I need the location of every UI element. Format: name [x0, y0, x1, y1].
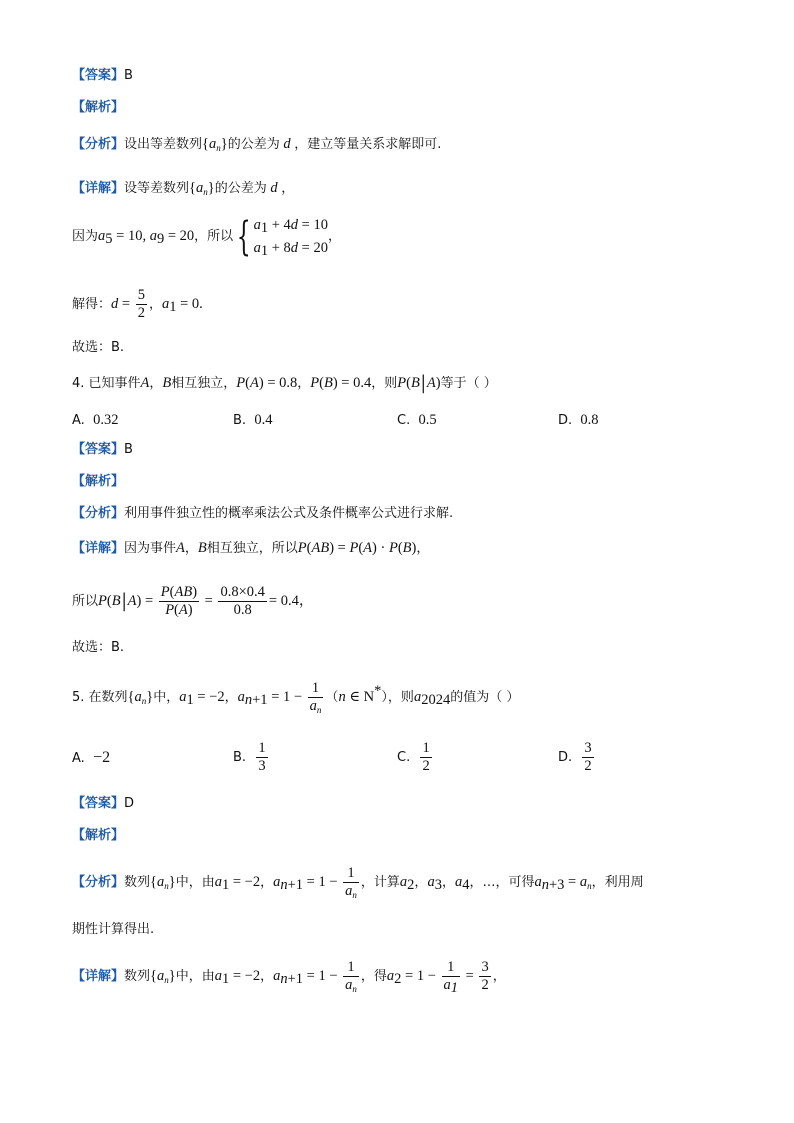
q4-option-b: B. 0.4 [233, 412, 273, 428]
q3-xiangjie-line: 【详解】设等差数列$\{a_n\}$的公差为 d ， [72, 180, 295, 197]
q3-answer-line [72, 66, 133, 86]
q4-xiangjie-line: 【详解】因为事件A，B相互独立，所以P(AB) = P(A) · P(B)， [72, 540, 430, 556]
answer-tag: 【答案】 [72, 68, 125, 83]
q5-option-a: A. −2 [72, 749, 111, 766]
q5-option-b: B. $\frac{1}{3}$ [233, 740, 266, 774]
q3-fenxi-line: 【分析】设出等差数列$\{a_n\}$的公差为 d ，建立等量关系求解即可. [72, 136, 442, 153]
q4-fenxi-line: 【分析】利用事件独立性的概率乘法公式及条件概率公式进行求解. [72, 506, 454, 521]
q4-answer: B [124, 442, 133, 457]
q5-answer-line: 【答案】D [72, 796, 135, 811]
fraction: $\frac{0.8\times 0.4}{0.8}$ [220, 584, 265, 618]
fenxi-tag: 【分析】 [72, 137, 125, 152]
q3-system-line: 因为$a_5 = 10$, $a_9 = 20$，所以{ $a_1 + 4d = 10$ $a_1 + 8d = 20$ ， [72, 213, 341, 260]
equation-system: $a_1 + 4d = 10$ $a_1 + 8d = 20$ [253, 216, 328, 259]
q5-stem: 5. 在数列$\{a_n\}$中，$a_1 = -2$，$a_{n+1} = 1$ − $\frac{1}{a_n}$ （n ∈ N*），则$a_{2024}$的值为（ ） [72, 680, 520, 715]
q4-option-c: C. 0.5 [397, 412, 437, 428]
q5-fenxi-line-2: 期性计算得出. [72, 922, 155, 937]
q5-answer: D [124, 796, 135, 811]
q5-option-c: C. $\frac{1}{2}$ [397, 740, 430, 774]
q4-choose-line: 故选：B. [72, 640, 125, 655]
q4-calc-line: 所以P(B|A) = $\frac{P(AB)}{P(A)}$ = $\frac{0.8\times 0.4}{0.8}$ = 0.4， [72, 584, 314, 618]
q5-option-d: D. $\frac{3}{2}$ [558, 740, 592, 774]
q4-option-d: D. 0.8 [558, 412, 599, 428]
q3-choose-line: 故选：B. [72, 340, 125, 355]
q5-analysis-line: 【解析】 [72, 828, 125, 843]
q5-fenxi-line: 【分析】数列$\{a_n\}$中，由$a_1 = -2$，$a_{n+1} = 1$ − $\frac{1}{a_n}$ ，计算$a_2$，$a_3$，$a_4$，…，可得$a_{n+3} = a_n$，利用周 [72, 865, 644, 900]
q5-xiangjie-line: 【详解】数列$\{a_n\}$中，由$a_1 = -2$，$a_{n+1} = 1$ − $\frac{1}{a_n}$ ，得$a_2 = 1$ − $\frac{1}{a_1}$ = $\frac{3}{2}$ ， [72, 959, 506, 996]
q3-analysis-line [72, 98, 124, 118]
system-brace: { [236, 213, 251, 260]
q4-option-a: A. 0.32 [72, 412, 119, 428]
q3-answer: B [124, 68, 133, 83]
q4-answer-line: 【答案】B [72, 442, 133, 457]
q4-stem: 4. 已知事件A，B相互独立，P(A) = 0.8，P(B) = 0.4，则P(B|A)等于（ ） [72, 370, 497, 394]
q4-analysis-line: 【解析】 [72, 474, 125, 489]
fraction: $\frac{P(AB)}{P(A)}$ [160, 584, 198, 618]
fraction: $\frac{1}{a_n}$ [309, 680, 322, 715]
fraction: $\frac{5}{2}$ [137, 287, 145, 321]
q3-solve-line: 解得：d = $\frac{5}{2}$ ，$a_1 = 0$. [72, 287, 203, 321]
analysis-tag: 【解析】 [72, 100, 125, 115]
xiangjie-tag: 【详解】 [72, 181, 125, 196]
